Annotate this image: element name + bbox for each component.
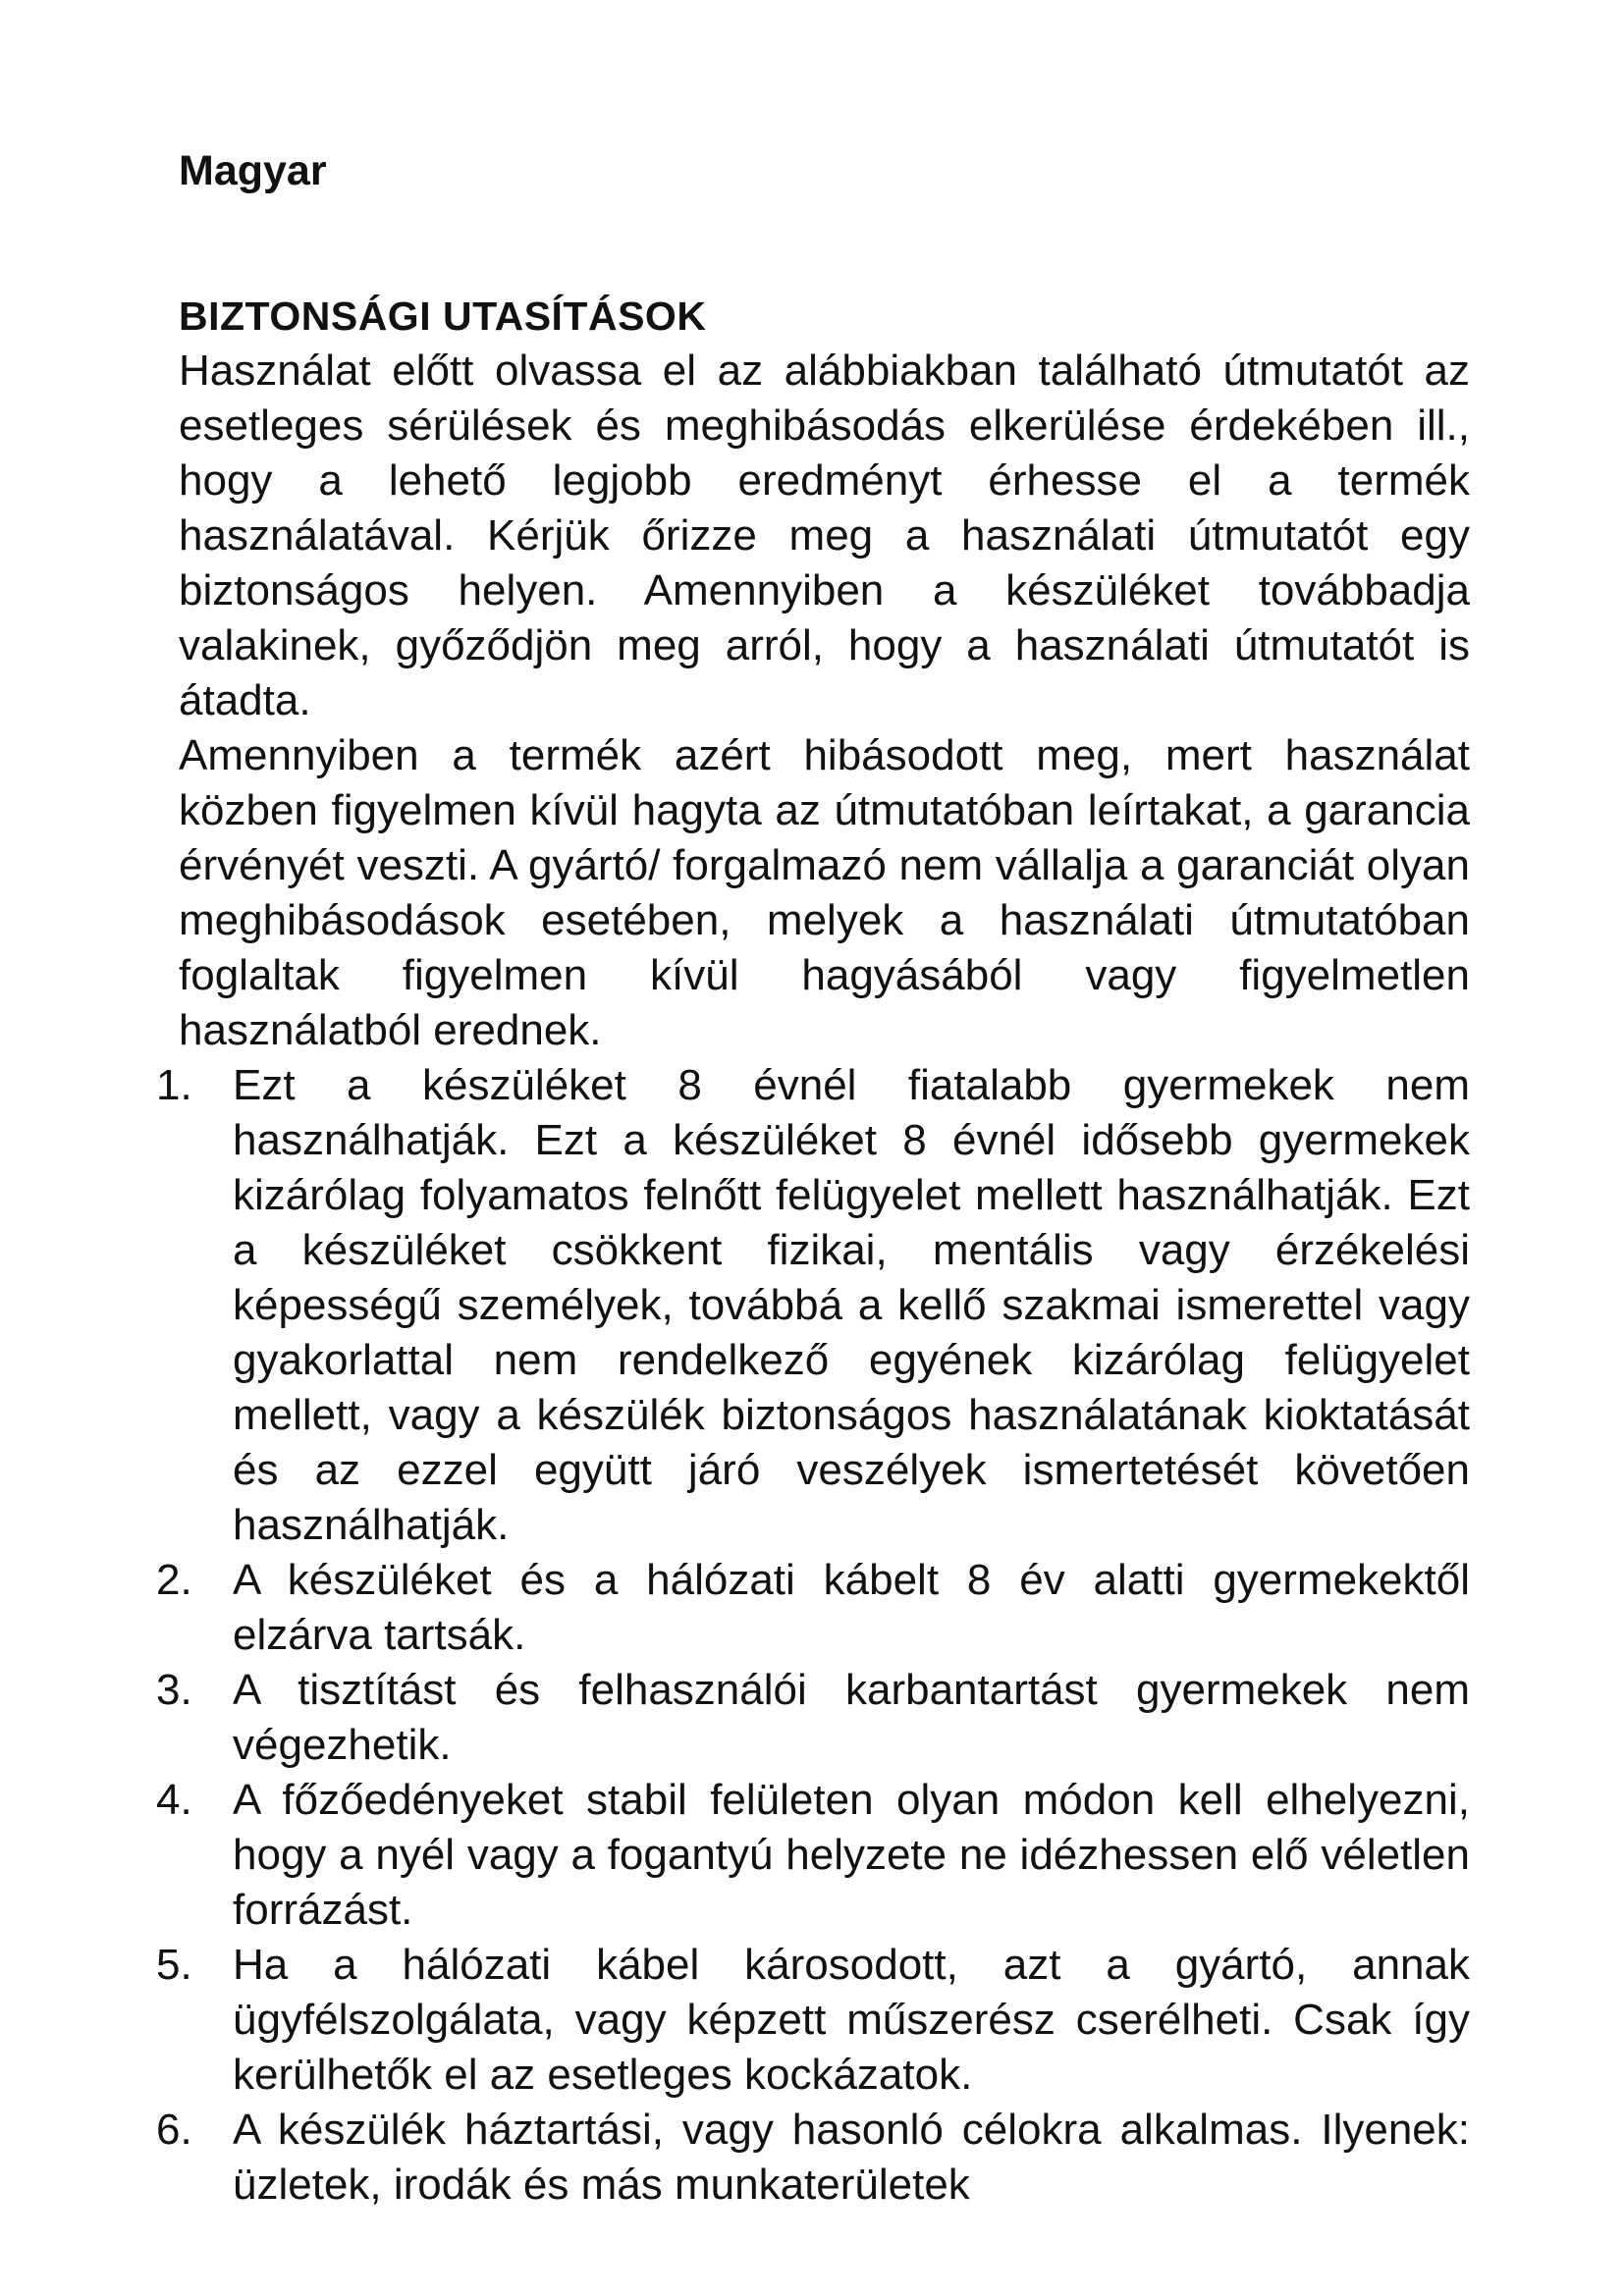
list-item-number: 3. (156, 1666, 192, 1714)
list-item-number: 4. (156, 1776, 192, 1824)
list-item-text: A készüléket és a hálózati kábelt 8 év alatti gyermekektől elzárva tartsák. (233, 1556, 1470, 1659)
section-title: BIZTONSÁGI UTASÍTÁSOK (179, 294, 707, 339)
list-item-text: A készülék háztartási, vagy hasonló célokra alkalmas. Ilyenek: üzletek, irodák és más munkaterületek (233, 2106, 1470, 2209)
list-item-text: Ezt a készüléket 8 évnél fiatalabb gyermekek nem használhatják. Ezt a készüléket 8 évnél idősebb gyermekek kizárólag folyamatos felnőtt felügyelet mellett használhatják. Ezt a készüléket csökkent fizikai, mentális vagy érzékelési képességű személyek, továbbá a kellő szakmai ismerettel vagy gyakorlattal nem rendelkező egyének kizárólag felügyelet mellett, vagy a készülék biztonságos használatának kioktatását és az ezzel együtt járó veszélyek ismertetését követően használhatják. (233, 1061, 1470, 1549)
list-item-text: A főzőedényeket stabil felületen olyan módon kell elhelyezni, hogy a nyél vagy a fogantyú helyzete ne idézhessen elő véletlen forrázást. (233, 1776, 1470, 1934)
document-page (156, 128, 1470, 2213)
list-item-number: 1. (156, 1061, 192, 1109)
list-item (156, 1773, 1470, 1938)
list-item (156, 1553, 1470, 1663)
list-item-text: A tisztítást és felhasználói karbantartást gyermekek nem végezhetik. (233, 1666, 1470, 1769)
list-item-text: Ha a hálózati kábel károsodott, azt a gyártó, annak ügyfélszolgálata, vagy képzett műszerész cserélheti. Csak így kerülhetők el az esetleges kockázatok. (233, 1941, 1470, 2099)
list-item (156, 2103, 1470, 2213)
warranty-paragraph: Amennyiben a termék azért hibásodott meg, mert használat közben figyelmen kívül hagyta az útmutatóban leírtakat, a garancia érvényét veszti. A gyártó/ forgalmazó nem vállalja a garanciát olyan meghibásodások esetében, melyek a használati útmutatóban foglaltak figyelmen kívül hagyásából vagy figyelmetlen használatból erednek. (179, 731, 1470, 1054)
list-item-number: 6. (156, 2106, 192, 2154)
list-item (156, 1663, 1470, 1773)
list-item (156, 1938, 1470, 2103)
list-item-number: 5. (156, 1941, 192, 1989)
intro-paragraph: Használat előtt olvassa el az alábbiakban található útmutatót az esetleges sérülések és meghibásodás elkerülése érdekében ill., hogy a lehető legjobb eredményt érhesse el a termék használatával. Kérjük őrizze meg a használati útmutatót egy biztonságos helyen. Amennyiben a készüléket továbbadja valakinek, győződjön meg arról, hogy a használati útmutatót is átadta. (179, 347, 1470, 724)
list-item (156, 1058, 1470, 1553)
safety-rules-list (156, 1058, 1470, 2213)
list-item-number: 2. (156, 1556, 192, 1604)
language-heading: Magyar (179, 147, 327, 194)
